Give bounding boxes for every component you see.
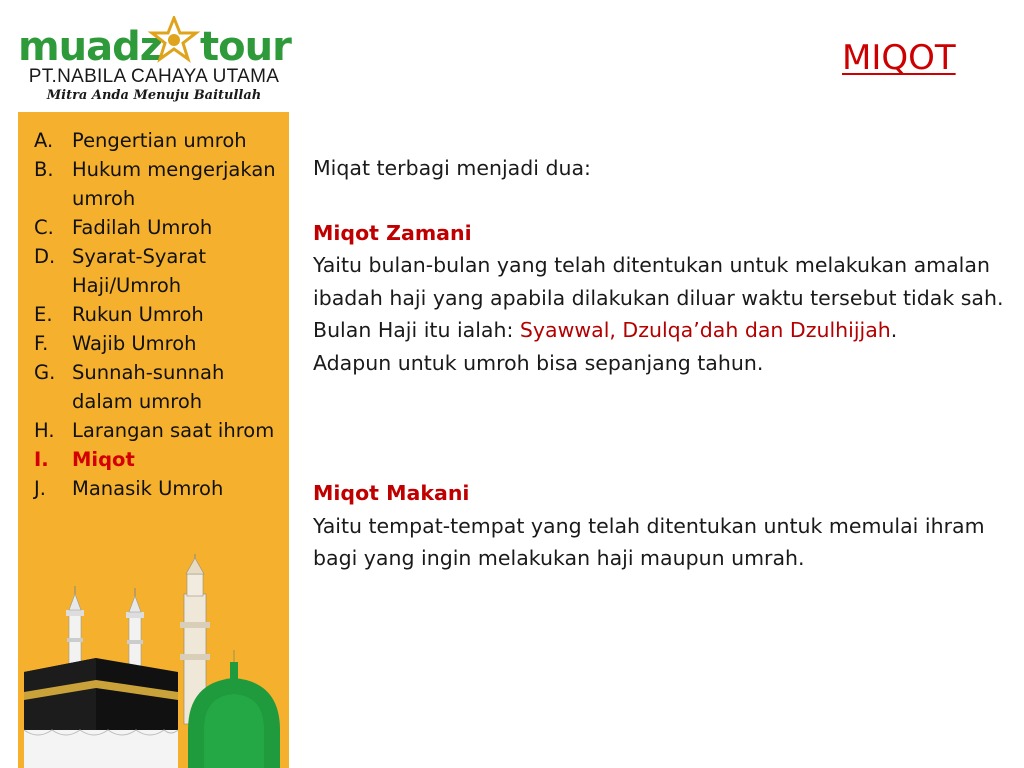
- menu-item-label: Syarat-Syarat Haji/Umroh: [72, 245, 206, 297]
- menu-item-label: Pengertian umroh: [72, 129, 247, 152]
- miqot-makani-heading: Miqot Makani: [313, 481, 470, 505]
- menu-item-label: Rukun Umroh: [72, 303, 204, 326]
- menu-item-key: A.: [34, 129, 54, 152]
- menu-item-sunnah[interactable]: [18, 358, 289, 416]
- haji-months-suffix: .: [890, 318, 898, 342]
- sidebar: [18, 112, 289, 768]
- company-logo: [16, 10, 292, 108]
- menu-item-label: Manasik Umroh: [72, 477, 224, 500]
- page-title: MIQOT: [842, 38, 956, 78]
- menu-item-label: Miqot: [72, 448, 135, 471]
- menu-item-key: J.: [34, 477, 46, 500]
- menu-item-larangan[interactable]: [18, 416, 289, 445]
- intro-text: Miqat terbagi menjadi dua:: [313, 156, 591, 180]
- menu-item-hukum[interactable]: [18, 155, 289, 213]
- menu-item-key: I.: [34, 448, 49, 471]
- menu-item-label: Larangan saat ihrom: [72, 419, 275, 442]
- menu-item-miqot[interactable]: [18, 445, 289, 474]
- menu-item-label: Wajib Umroh: [72, 332, 197, 355]
- menu-item-manasik[interactable]: [18, 474, 289, 503]
- menu-item-label: Hukum mengerjakan umroh: [72, 158, 276, 210]
- brand-right: tour: [200, 24, 291, 68]
- menu-item-key: H.: [34, 419, 55, 442]
- menu-item-label: Sunnah-sunnah dalam umroh: [72, 361, 225, 413]
- main-content: [313, 152, 1013, 575]
- menu-item-key: G.: [34, 361, 56, 384]
- miqot-makani-text: Yaitu tempat-tempat yang telah ditentukan untuk memulai ihram bagi yang ingin melakukan haji maupun umrah.: [313, 513, 985, 570]
- brand-left: muadz: [18, 24, 163, 68]
- menu-item-wajib[interactable]: [18, 329, 289, 358]
- menu-item-fadilah[interactable]: [18, 213, 289, 242]
- menu-item-pengertian[interactable]: [18, 126, 289, 155]
- menu-item-rukun[interactable]: [18, 300, 289, 329]
- menu-item-key: E.: [34, 303, 53, 326]
- menu-item-key: B.: [34, 158, 54, 181]
- miqot-zamani-heading: Miqot Zamani: [313, 220, 472, 245]
- kaaba-mosque-illustration: [18, 554, 289, 768]
- company-tagline: Mitra Anda Menuju Baitullah: [46, 88, 262, 103]
- muadz-tour-wordmark: [16, 16, 292, 68]
- menu-item-label: Fadilah Umroh: [72, 216, 213, 239]
- umroh-note: Adapun untuk umroh bisa sepanjang tahun.: [313, 350, 764, 375]
- haji-months-line: [313, 314, 1013, 347]
- kaaba-icon: [24, 658, 178, 768]
- section-spacer: [313, 379, 1013, 477]
- menu-item-key: C.: [34, 216, 54, 239]
- haji-months-prefix: Bulan Haji itu ialah:: [313, 318, 520, 342]
- haji-months-list: Syawwal, Dzulqa’dah dan Dzulhijjah: [519, 318, 891, 342]
- miqot-zamani-text: Yaitu bulan-bulan yang telah ditentukan untuk melakukan amalan ibadah haji yang apabila dilakukan diluar waktu tersebut tidak sah.: [313, 253, 1004, 310]
- menu-item-key: F.: [34, 332, 49, 355]
- company-name: PT.NABILA CAHAYA UTAMA: [28, 66, 280, 87]
- menu-item-key: D.: [34, 245, 56, 268]
- menu-item-syarat[interactable]: [18, 242, 289, 300]
- topic-menu: [18, 126, 289, 503]
